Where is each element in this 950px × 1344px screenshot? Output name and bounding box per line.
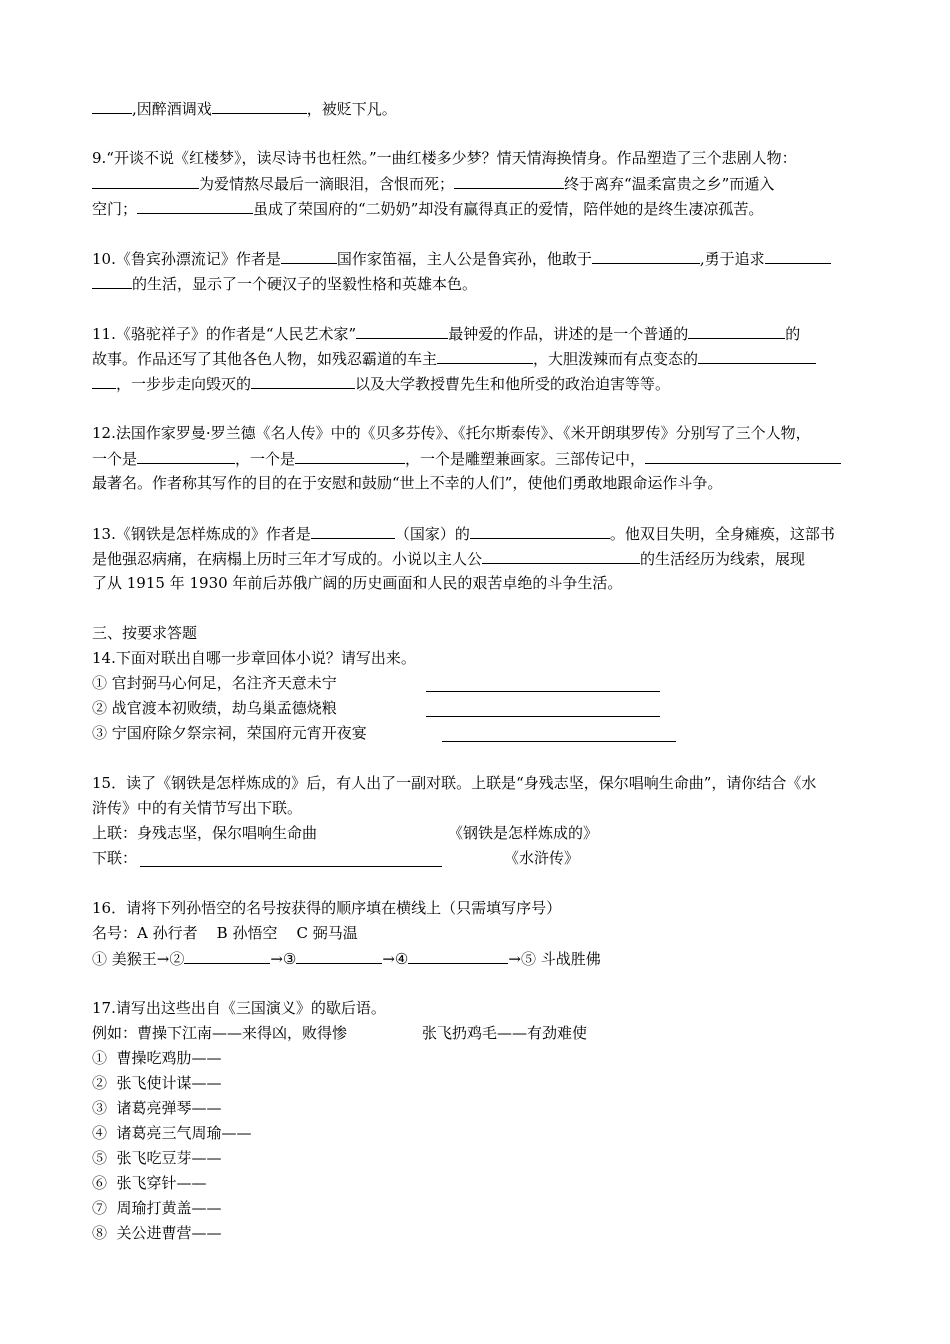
answer-blank[interactable] — [281, 246, 337, 264]
answer-blank[interactable] — [454, 171, 564, 189]
list-item: ⑦ 周瑜打黄盖—— — [92, 1199, 222, 1217]
q16-title: 16．请将下列孙悟空的名号按获得的顺序填在横线上（只需填写序号） — [92, 899, 562, 917]
answer-blank[interactable] — [184, 946, 270, 964]
answer-blank[interactable] — [482, 546, 640, 564]
q16-sequence: ① 美猴王→② →③ →④ →⑤ 斗战胜佛 — [92, 946, 862, 971]
q13-line-2: 是他强忍病痛，在病榻上历时三年才写成的。小说以主人公 的生活经历为线索，展现 — [92, 546, 862, 571]
q10-line-2: 的生活，显示了一个硬汉子的坚毅性格和英雄本色。 — [92, 271, 862, 296]
answer-blank[interactable] — [137, 446, 235, 464]
q13-line-1: 13.《钢铁是怎样炼成的》作者是 （国家）的 。他双目失明，全身瘫痪，这部书 — [92, 521, 862, 546]
q9-line-1: 9.“开谈不说《红楼梦》，读尽诗书也枉然。”一曲红楼多少梦？情天情海换情身。作品塑造了三个悲剧人物： — [92, 149, 797, 167]
q11-line-2: 故事。作品还写了其他各色人物，如残忍霸道的车主 ，大胆泼辣而有点变态的 — [92, 346, 862, 371]
answer-blank[interactable] — [92, 371, 116, 389]
answer-blank[interactable] — [92, 271, 132, 289]
q10-line-1: 10.《鲁宾孙漂流记》作者是 国作家笛福，主人公是鲁宾孙，他敢于 ,勇于追求 — [92, 246, 862, 271]
q11-line-3: ，一步步走向毁灭的 以及大学教授曹先生和他所受的政治迫害等等。 — [92, 371, 862, 396]
q17-example: 例如：曹操下江南——来得凶，败得惨 张飞扔鸡毛——有劲难使 — [92, 1024, 588, 1042]
q12-line-3: 最著名。作者称其写作的目的在于安慰和鼓励“世上不幸的人们”，使他们勇敢地跟命运作斗争。 — [92, 474, 723, 492]
answer-blank[interactable] — [251, 371, 355, 389]
q14-item-3: ③ 宁国府除夕祭宗祠，荣国府元宵开夜宴 — [92, 721, 862, 746]
list-item: ① 曹操吃鸡肋—— — [92, 1049, 222, 1067]
answer-blank[interactable] — [92, 96, 132, 114]
q13-line-3: 了从 1915 年 1930 年前后苏俄广阔的历史画面和人民的艰苦卓绝的斗争生活。 — [92, 574, 623, 592]
q14-item-2: ② 战官渡本初败绩，劫乌巢孟德烧粮 — [92, 696, 862, 721]
q8-tail-line: ,因醉酒调戏 ，被贬下凡。 — [92, 96, 862, 121]
answer-blank[interactable] — [296, 946, 382, 964]
list-item: ② 张飞使计谋—— — [92, 1074, 222, 1092]
answer-blank[interactable] — [426, 674, 660, 692]
answer-blank[interactable] — [688, 321, 785, 339]
q15-lower: 下联： 《水浒传》 — [92, 849, 580, 867]
q16-names: 名号：A 孙行者 B 孙悟空 C 弼马温 — [92, 924, 358, 942]
answer-blank[interactable] — [437, 346, 533, 364]
q14-title: 14.下面对联出自哪一步章回体小说？请写出来。 — [92, 649, 416, 667]
q9-line-3: 空门； 虽成了荣国府的“二奶奶”却没有赢得真正的爱情，陪伴她的是终生凄凉孤苦。 — [92, 196, 862, 221]
q15-line-2: 浒传》中的有关情节写出下联。 — [92, 799, 303, 817]
list-item: ③ 诸葛亮弹琴—— — [92, 1099, 222, 1117]
q11-line-1: 11.《骆驼祥子》的作者是“人民艺术家” 最钟爱的作品，讲述的是一个普通的 的 — [92, 321, 862, 346]
q12-line-1: 12.法国作家罗曼·罗兰德《名人传》中的《贝多芬传》、《托尔斯泰传》、《米开朗琪罗传》分别写了三个人物， — [92, 424, 811, 442]
q12-line-2: 一个是 ，一个是 ，一个是雕塑兼画家。三部传记中， — [92, 446, 862, 471]
answer-blank[interactable] — [592, 246, 700, 264]
answer-blank[interactable] — [92, 171, 199, 189]
answer-blank[interactable] — [140, 849, 442, 867]
answer-blank[interactable] — [408, 946, 508, 964]
answer-blank[interactable] — [212, 96, 307, 114]
answer-blank[interactable] — [311, 521, 395, 539]
answer-blank[interactable] — [645, 446, 841, 464]
answer-blank[interactable] — [426, 699, 660, 717]
answer-blank[interactable] — [442, 724, 676, 742]
answer-blank[interactable] — [356, 321, 448, 339]
q9-line-2: 为爱情熬尽最后一滴眼泪，含恨而死； 终于离弃“温柔富贵之乡”而遁入 — [92, 171, 862, 196]
q15-line-1: 15．读了《钢铁是怎样炼成的》后，有人出了一副对联。上联是“身残志坚，保尔唱响生命曲”，请你结合《水 — [92, 774, 817, 792]
list-item: ⑥ 张飞穿针—— — [92, 1174, 207, 1192]
q14-item-1: ① 官封弼马心何足，名注齐天意未宁 — [92, 671, 862, 696]
list-item: ④ 诸葛亮三气周瑜—— — [92, 1124, 252, 1142]
list-item: ⑤ 张飞吃豆芽—— — [92, 1149, 222, 1167]
document-page — [92, 96, 862, 1246]
section-heading: 三、按要求答题 — [92, 624, 198, 642]
list-item: ⑧ 关公进曹营—— — [92, 1224, 222, 1242]
q15-upper: 上联：身残志坚，保尔唱响生命曲 《钢铁是怎样炼成的》 — [92, 824, 599, 842]
q17-title: 17.请写出这些出自《三国演义》的歇后语。 — [92, 999, 386, 1017]
answer-blank[interactable] — [137, 196, 253, 214]
answer-blank[interactable] — [698, 346, 816, 364]
answer-blank[interactable] — [470, 521, 610, 539]
answer-blank[interactable] — [765, 246, 831, 264]
answer-blank[interactable] — [295, 446, 405, 464]
